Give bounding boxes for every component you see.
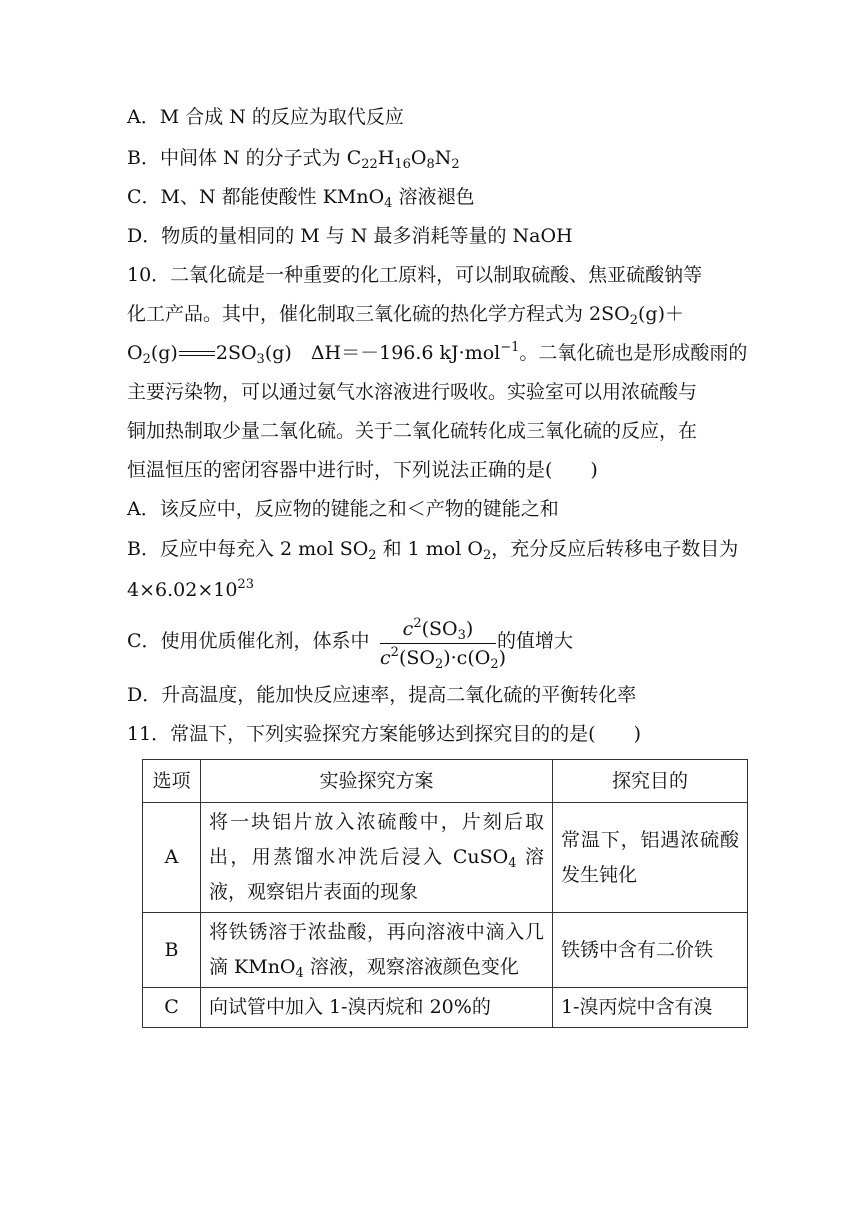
row-goal: 常温下，铝遇浓硫酸发生钝化 <box>553 803 748 913</box>
fraction-numerator: $c^2(SO_3)$ <box>402 616 474 643</box>
q9-option-a: A．M 合成 N 的反应为取代反应 <box>127 106 404 128</box>
row-option: B <box>143 913 201 988</box>
equilibrium-ratio-fraction <box>380 616 507 672</box>
row-option: C <box>143 988 201 1028</box>
table-row-b <box>143 913 748 988</box>
q9-option-b: B．中间体 N 的分子式为 $C_{22}H_{16}O_8N_2$ <box>127 147 460 172</box>
table-header-row <box>143 760 748 803</box>
header-goal: 探究目的 <box>553 760 748 803</box>
q10-option-b-cont: $4\times 6.02\times 10^{23}$ <box>127 577 254 601</box>
q10-stem-line-2: 化工产品。其中，催化制取三氧化硫的热化学方程式为 $2SO_2(g)+$ <box>127 303 685 328</box>
experiment-table <box>142 759 748 1028</box>
row-goal: 1-溴丙烷中含有溴 <box>553 988 748 1028</box>
row-plan: 将铁锈溶于浓盐酸，再向溶液中滴入几滴 KMnO$_4$ 溶液，观察溶液颜色变化 <box>201 913 553 988</box>
table-row-a <box>143 803 748 913</box>
header-option: 选项 <box>143 760 201 803</box>
q10-stem-line-6: 恒温恒压的密闭容器中进行时，下列说法正确的是( ) <box>127 459 598 481</box>
q10-stem-line-1: 10．二氧化硫是一种重要的化工原料，可以制取硫酸、焦亚硫酸钠等 <box>127 264 703 286</box>
row-option: A <box>143 803 201 913</box>
fraction-denominator: $c^2(SO_2)\cdot c(O_2)$ <box>380 645 507 672</box>
row-goal: 铁锈中含有二价铁 <box>553 913 748 988</box>
q10-option-c-suffix: 的值增大 <box>497 630 574 652</box>
q10-stem-line-5: 铜加热制取少量二氧化硫。关于二氧化硫转化成三氧化硫的反应，在 <box>127 420 698 442</box>
q10-option-c-prefix: C．使用优质催化剂，体系中 <box>127 630 370 652</box>
q11-stem: 11．常温下，下列实验探究方案能够达到探究目的的是( ) <box>127 723 642 745</box>
q10-option-d: D．升高温度，能加快反应速率，提高二氧化硫的平衡转化率 <box>127 684 637 706</box>
q10-option-b: B．反应中每充入 2 mol $SO_2$ 和 1 mol $O_2$，充分反应后转移电子数目为 <box>127 538 739 563</box>
fraction-bar <box>380 643 496 644</box>
equilibrium-arrow-icon <box>179 350 215 358</box>
q9-option-d: D．物质的量相同的 M 与 N 最多消耗等量的 NaOH <box>127 225 573 247</box>
q9-option-c: C．M、N 都能使酸性 KMnO$_4$ 溶液褪色 <box>127 186 475 211</box>
q10-stem-line-3: $O_2(g)$ $2SO_3(g)$ ΔH＝－196.6 kJ·mol$^{-1}$。二氧化硫也是形成酸雨的 <box>127 340 748 367</box>
table-row-c <box>143 988 748 1028</box>
row-plan: 向试管中加入 1-溴丙烷和 20%的 <box>201 988 553 1028</box>
row-plan: 将一块铝片放入浓硫酸中，片刻后取出，用蒸馏水冲洗后浸入 CuSO$_4$ 溶液，观察铝片表面的现象 <box>201 803 553 913</box>
q10-option-a: A．该反应中，反应物的键能之和＜产物的键能之和 <box>127 498 559 520</box>
header-plan: 实验探究方案 <box>201 760 553 803</box>
q10-stem-line-4: 主要污染物，可以通过氨气水溶液进行吸收。实验室可以用浓硫酸与 <box>127 381 698 403</box>
